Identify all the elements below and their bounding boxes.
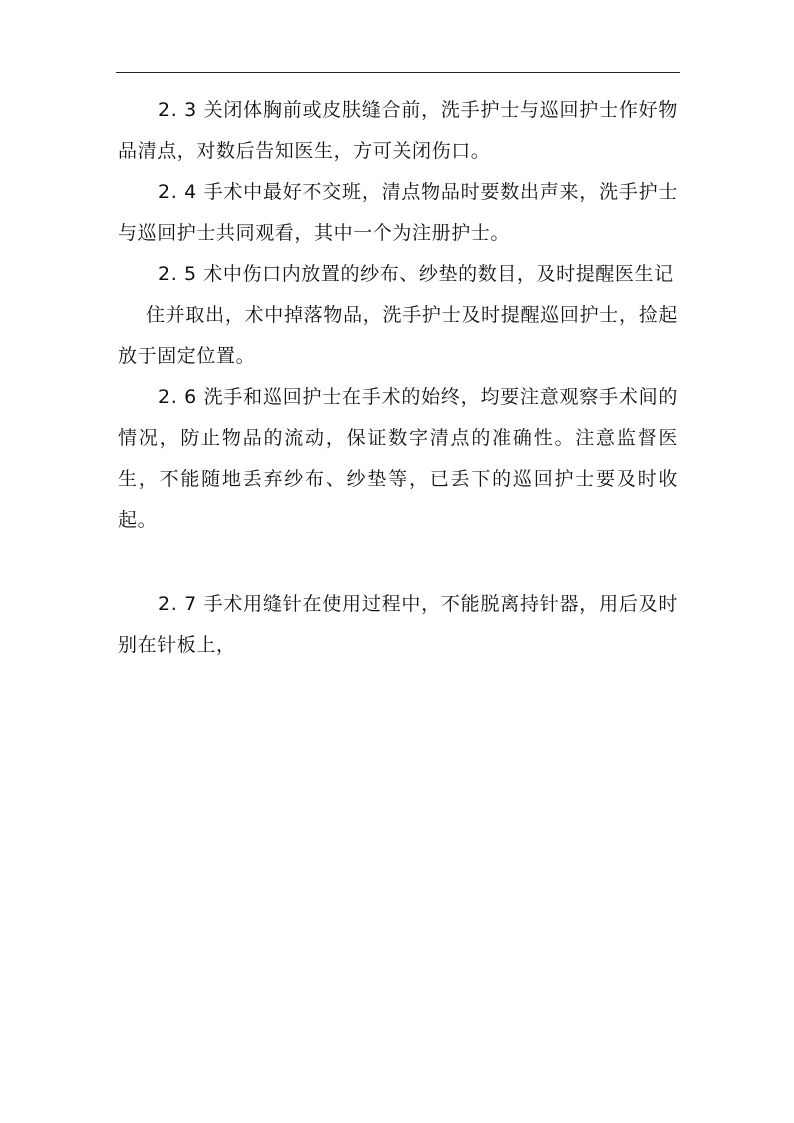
document-body [118, 90, 678, 666]
paragraph-2-7: 2. 7 手术用缝针在使用过程中，不能脱离持针器，用后及时别在针板上， [118, 593, 678, 656]
paragraph-2-4: 2. 4 手术中最好不交班，清点物品时要数出声来，洗手护士与巡回护士共同观看，其中一个为注册护士。 [118, 181, 678, 244]
header-divider [116, 72, 680, 73]
paragraph-2-5: 2. 5 术中伤口内放置的纱布、纱垫的数目，及时提醒医生记 [158, 263, 674, 285]
paragraph-2-3: 2. 3 关闭体胸前或皮肤缝合前，洗手护士与巡回护士作好物品清点，对数后告知医生，方可关闭伤口。 [118, 99, 678, 162]
paragraph-2-6: 2. 6 洗手和巡回护士在手术的始终，均要注意观察手术间的情况，防止物品的流动，保证数字清点的准确性。注意监督医生，不能随地丢弃纱布、纱垫等，已丢下的巡回护士要及时收起。 [118, 386, 678, 531]
paragraph-2-5-continued: 住并取出，术中掉落物品，洗手护士及时提醒巡回护士，捡起放于固定位置。 [118, 304, 678, 367]
paragraph-spacer [118, 541, 678, 584]
